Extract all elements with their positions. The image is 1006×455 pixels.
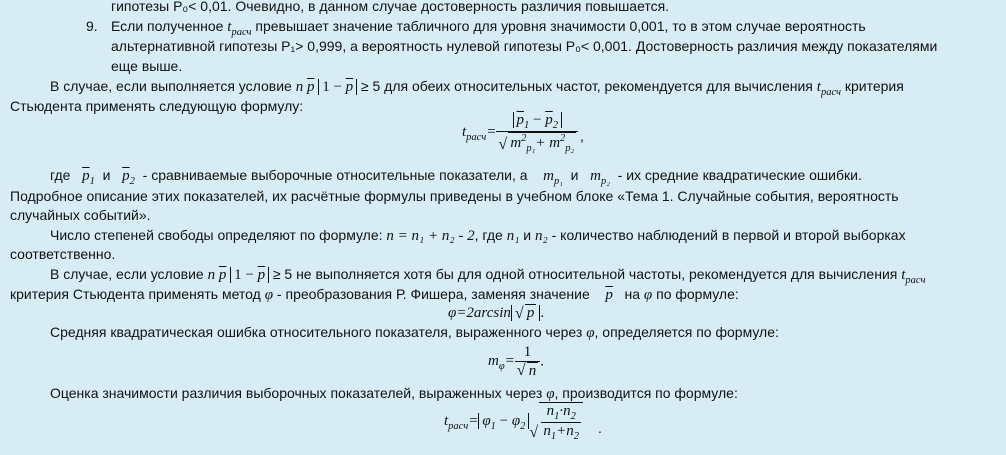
paragraph-fisher-line1: В случае, если условие n $\overline{p}$ $1 - \overline{p} \ge 5$ не выполняется хотя бы для одной относительной частоты, рекомендуется для вычисления $t_{расч}$	[50, 266, 926, 286]
list-item-number: 9.	[86, 18, 98, 34]
formula-m-phi: $m_\varphi=$ 1 √ n .	[488, 344, 544, 380]
paragraph-degrees-freedom-line1: Число степеней свободы определяют по формуле: n = n₁ + n₂ - 2, где n₁ и n₂ - количество наблюдений в первой и второй выборках	[50, 227, 906, 244]
paragraph-condition-line2: Стьюдента применять следующую формулу:	[10, 98, 304, 114]
paragraph-description-line1: Подробное описание этих показателей, их расчётные формулы приведены в учебном блоке «Тема 1. Случайные события, вероятность	[10, 188, 899, 204]
formula-phi-arcsin: φ=2arcsin √ $\overline{p}$ .	[448, 304, 544, 322]
text-line-hypothesis-p0: гипотезы P₀< 0,01. Очевидно, в данном случае достоверность различия повышается.	[111, 0, 670, 14]
paragraph-significance: Оценка значимости различия выборочных показателей, выраженных через φ, производится по формуле:	[50, 385, 738, 402]
paragraph-condition-line1: В случае, если выполняется условие n $\overline{p}$ $1 - \overline{p} \ge 5$ для обеих относительных частот, рекомендуется для вычисления $t_{расч}$ критерия	[50, 78, 904, 98]
list-item-9-line3: еще выше.	[111, 58, 183, 74]
paragraph-degrees-freedom-line2: соответственно.	[10, 246, 116, 262]
list-item-9-line2: альтернативной гипотезы P₁> 0,999, а вероятность нулевой гипотезы P₀< 0,001. Достоверность различия между показателями	[111, 38, 938, 54]
list-item-9-line1: Если полученное $t_{расч}$ превышает значение табличного для уровня значимости 0,001, то в этом случае вероятность	[111, 18, 866, 38]
where-line: где $\overline{p}_1$ и $\overline{p}_2$ - сравниваемые выборочные относительные показатели, а $m_{p_1}$ и $m_{p_2}$ - их средние квадратические ошибки.	[50, 167, 862, 187]
formula-final-dot: .	[598, 420, 602, 436]
formula-t-phi: $t_{расч}= \varphi_1 - \varphi_2$ √ $\frac{n_1\cdot n_2}{n_1+n_2}$	[444, 402, 583, 442]
paragraph-fisher-line2: критерия Стьюдента применять метод φ - преобразования Р. Фишера, заменяя значение $\overline{p}$ на φ по формуле:	[10, 286, 739, 303]
formula-t-student: $t_{расч}=$ $\overline{p}_1 - \overline{p}_2$ √ $m^2_{p_1}+ m^2_{p_2}$	[462, 112, 578, 154]
formula-comma: ,	[580, 128, 584, 144]
paragraph-description-line2: случайных событий».	[10, 207, 151, 223]
paragraph-mean-error: Средняя квадратическая ошибка относительного показателя, выраженного через φ, определяется по формуле:	[50, 324, 779, 341]
